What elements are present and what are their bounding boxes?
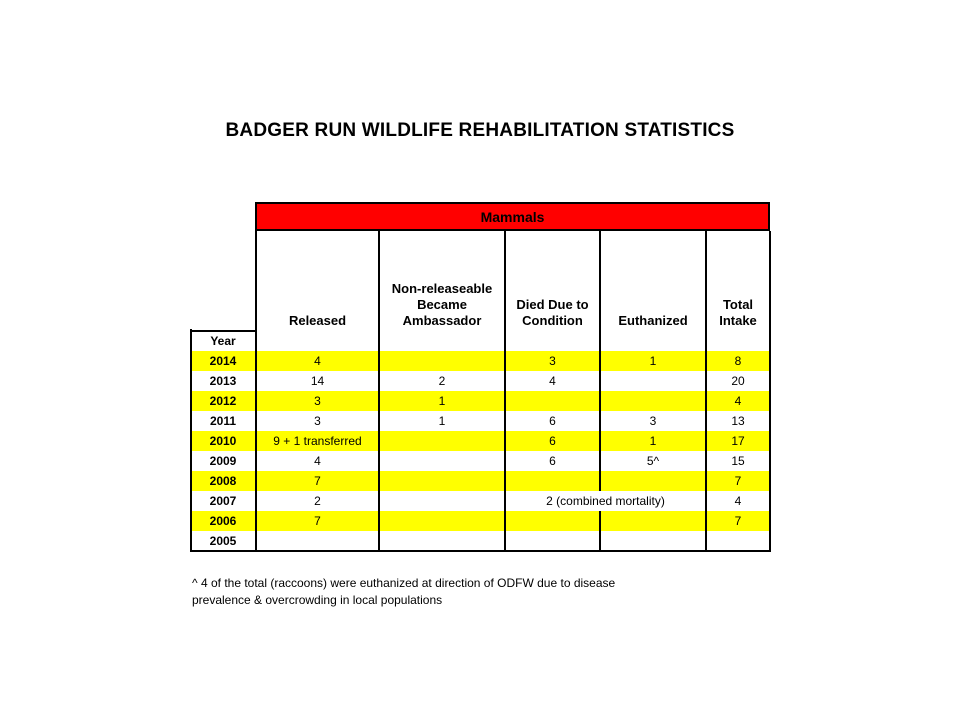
cell-released: 4 <box>314 354 321 368</box>
cell-released <box>256 531 379 551</box>
year-cell: 2009 <box>209 454 237 468</box>
cell-total: 15 <box>731 454 745 468</box>
column-header-total: Total Intake <box>719 297 757 328</box>
cell-total: 4 <box>734 494 742 508</box>
cell-released: 2 <box>314 494 321 508</box>
cell-died: 2 (combined mortality) <box>546 494 665 508</box>
footnote-line-2: prevalence & overcrowding in local populations <box>192 593 443 607</box>
cell-euthanized: 3 <box>649 414 657 428</box>
cell-ambassador <box>379 471 505 491</box>
cell-died: 4 <box>549 374 556 388</box>
cell-euthanized: 1 <box>649 434 657 448</box>
grid-line <box>190 550 771 552</box>
year-cell: 2005 <box>209 534 237 548</box>
cell-died <box>505 511 600 531</box>
year-cell: 2006 <box>209 514 237 528</box>
column-header-died: Died Due to Condition <box>516 297 589 328</box>
cell-released: 3 <box>314 394 321 408</box>
cell-died: 3 <box>549 354 556 368</box>
year-cell: 2014 <box>209 354 237 368</box>
grid-line <box>504 231 506 551</box>
year-cell: 2010 <box>209 434 237 448</box>
page-title: BADGER RUN WILDLIFE REHABILITATION STATISTICS <box>225 120 735 141</box>
cell-released: 7 <box>314 474 321 488</box>
cell-ambassador <box>379 511 505 531</box>
cell-released: 14 <box>310 374 325 388</box>
cell-ambassador: 2 <box>438 374 446 388</box>
cell-total: 13 <box>731 414 745 428</box>
grid-line <box>190 329 192 551</box>
cell-died: 6 <box>549 454 556 468</box>
cell-ambassador: 1 <box>438 394 446 408</box>
grid-line <box>190 330 256 332</box>
grid-line <box>599 231 601 491</box>
cell-died <box>505 471 600 491</box>
cell-died <box>505 391 600 411</box>
cell-euthanized <box>600 531 706 551</box>
cell-ambassador: 1 <box>438 414 446 428</box>
cell-ambassador <box>379 491 505 511</box>
cell-ambassador <box>379 431 505 451</box>
grid-line <box>705 231 707 551</box>
cell-released: 4 <box>314 454 321 468</box>
cell-died <box>505 531 600 551</box>
cell-released: 7 <box>314 514 321 528</box>
grid-line <box>599 511 601 551</box>
year-cell: 2013 <box>209 374 237 388</box>
year-cell: 2012 <box>209 394 237 408</box>
cell-euthanized: 1 <box>649 354 657 368</box>
cell-ambassador <box>379 351 505 371</box>
column-header-euthanized: Euthanized <box>618 313 688 328</box>
cell-total: 7 <box>734 514 742 528</box>
cell-ambassador <box>379 451 505 471</box>
cell-euthanized <box>600 471 706 491</box>
cell-died: 6 <box>549 414 556 428</box>
cell-total: 7 <box>734 474 742 488</box>
grid-line <box>378 231 380 551</box>
column-header-ambassador: Non-releaseable Became Ambassador <box>391 281 493 328</box>
cell-total: 17 <box>731 434 745 448</box>
cell-total: 8 <box>734 354 742 368</box>
year-header: Year <box>210 334 236 348</box>
cell-ambassador <box>379 531 505 551</box>
year-cell: 2007 <box>209 494 237 508</box>
cell-euthanized <box>600 511 706 531</box>
cell-euthanized <box>600 391 706 411</box>
grid-line <box>255 231 257 551</box>
cell-euthanized <box>600 371 706 391</box>
cell-total: 20 <box>731 374 745 388</box>
column-header-released: Released <box>288 313 347 328</box>
cell-died: 6 <box>549 434 556 448</box>
cell-released: 9 + 1 transferred <box>273 434 362 448</box>
cell-released: 3 <box>314 414 321 428</box>
cell-total: 4 <box>734 394 742 408</box>
mammals-banner: Mammals <box>255 202 770 231</box>
cell-total <box>706 531 770 551</box>
cell-euthanized: 5^ <box>646 454 660 468</box>
footnote-line-1: ^ 4 of the total (raccoons) were euthanized at direction of ODFW due to disease <box>192 576 616 590</box>
footnote <box>192 575 752 609</box>
grid-line <box>769 231 771 551</box>
year-cell: 2008 <box>209 474 237 488</box>
year-cell: 2011 <box>209 414 237 428</box>
